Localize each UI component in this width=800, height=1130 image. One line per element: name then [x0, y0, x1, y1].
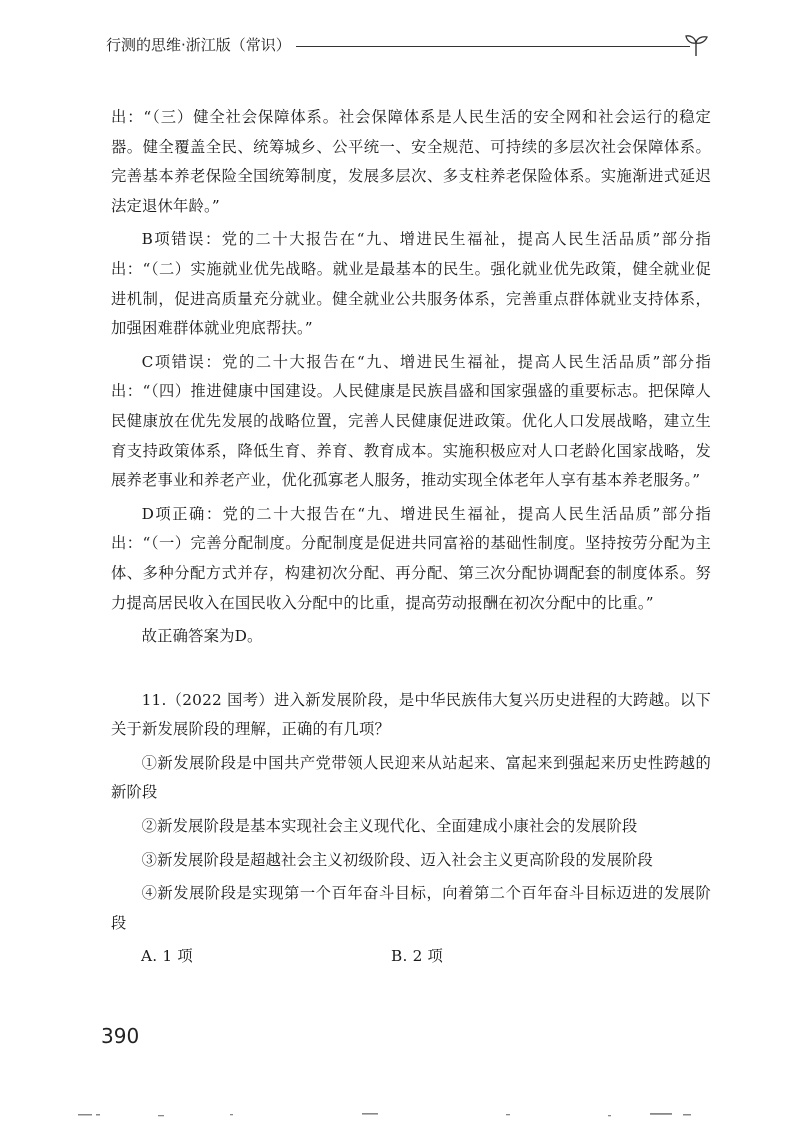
answer-line: 故正确答案为D。: [141, 627, 263, 646]
section-gap: [111, 656, 711, 686]
question-stem: 11.（2022 国考）进入新发展阶段，是中华民族伟大复兴历史进程的大跨越。以下关于新发展阶段的理解，正确的有几项？: [111, 690, 711, 739]
page-body: [111, 103, 711, 972]
paragraph-option-b: B项错误：党的二十大报告在“九、增进民生福祉，提高人民生活品质”部分指出：“（二）实施就业优先战略。就业是最基本的民生。强化就业优先政策，健全就业促进机制，促进高质量充分就业。健全就业公共服务体系，完善重点群体就业支持体系，加强困难群体就业兜底帮扶。”: [111, 230, 711, 338]
question-item-4: ④新发展阶段是实现第一个百年奋斗目标，向着第二个百年奋斗目标迈进的发展阶段: [111, 884, 711, 932]
scan-noise: [0, 1108, 800, 1120]
header-rule: [296, 46, 690, 47]
paragraph-option-d: D项正确：党的二十大报告在“九、增进民生福祉，提高人民生活品质”部分指出：“（一）完善分配制度。分配制度是促进共同富裕的基础性制度。坚持按劳分配为主体、多种分配方式并存，构建初次分配、再分配、第三次分配协调配套的制度体系。努力提高居民收入在国民收入分配中的比重，提高劳动报酬在初次分配中的比重。”: [111, 504, 711, 612]
answer-options: [111, 942, 711, 972]
paragraph-option-c: C项错误：党的二十大报告在“九、增进民生福祉，提高人民生活品质”部分指出：“（四）推进健康中国建设。人民健康是民族昌盛和国家强盛的重要标志。把保障人民健康放在优先发展的战略位置，完善人民健康促进政策。优化人口发展战略，建立生育支持政策体系，降低生育、养育、教育成本。实施积极应对人口老龄化国家战略，发展养老事业和养老产业，优化孤寡老人服务，推动实现全体老年人享有基本养老服务。”: [111, 352, 711, 490]
page-number: 390: [101, 1024, 140, 1048]
question-item-1: ①新发展阶段是中国共产党带领人民迎来从站起来、富起来到强起来历史性跨越的新阶段: [111, 753, 711, 802]
option-b: B. 2 项: [391, 947, 444, 966]
option-a: A. 1 项: [141, 947, 193, 966]
question-item-2: ②新发展阶段是基本实现社会主义现代化、全面建成小康社会的发展阶段: [141, 817, 638, 836]
page-header: [106, 32, 706, 58]
question-item-3: ③新发展阶段是超越社会主义初级阶段、迈入社会主义更高阶段的发展阶段: [141, 850, 653, 869]
paragraph-a-continued: 出：“（三）健全社会保障体系。社会保障体系是人民生活的安全网和社会运行的稳定器。健全覆盖全民、统筹城乡、公平统一、安全规范、可持续的多层次社会保障体系。完善基本养老保险全国统筹制度，发展多层次、多支柱养老保险体系。实施渐进式延迟法定退休年龄。”: [111, 108, 711, 215]
sprout-icon: [684, 32, 710, 58]
running-title: 行测的思维·浙江版（常识）: [106, 36, 291, 54]
